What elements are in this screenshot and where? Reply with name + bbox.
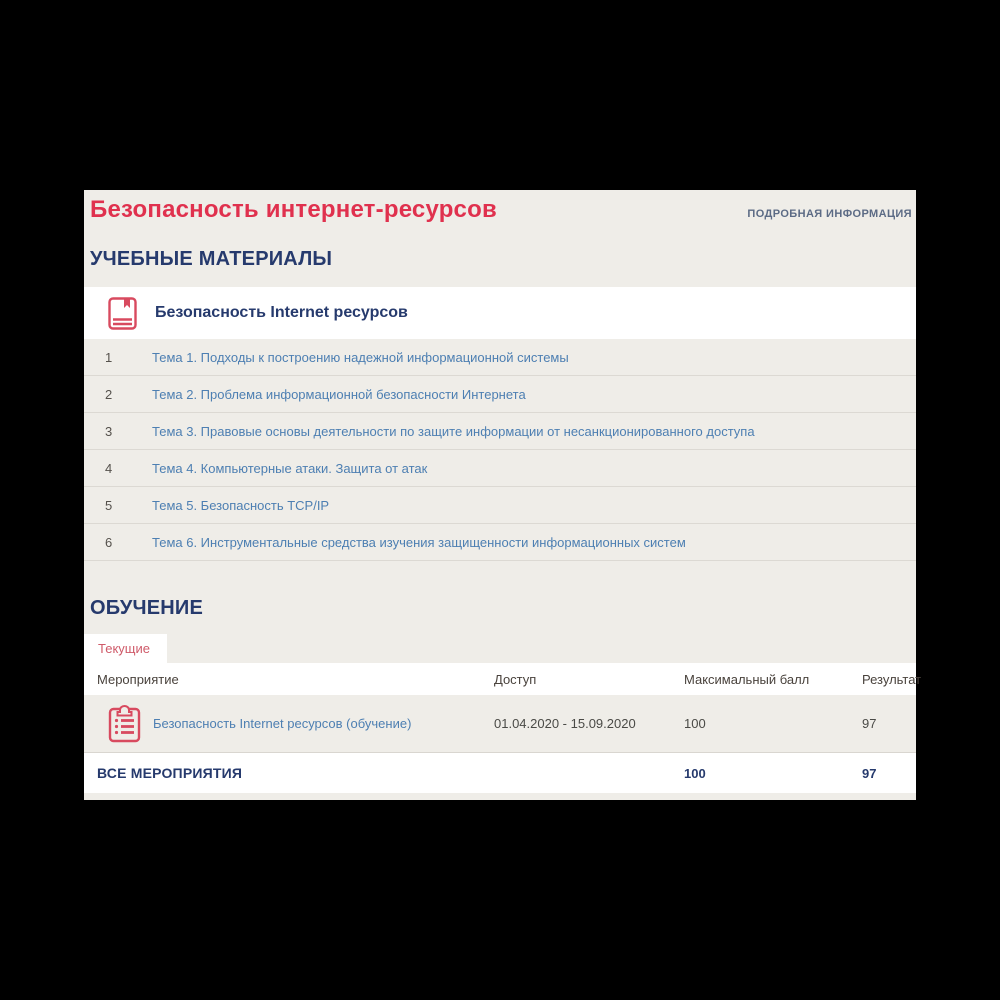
column-result: Результат	[862, 671, 922, 687]
training-event-link[interactable]: Безопасность Internet ресурсов (обучение)	[153, 716, 412, 731]
theme-number: 4	[105, 460, 113, 476]
theme-link-1[interactable]: Тема 1. Подходы к построению надежной информационной системы	[152, 349, 569, 365]
course-header-row[interactable]	[84, 287, 916, 339]
theme-number: 3	[105, 423, 113, 439]
detailed-info-link[interactable]: ПОДРОБНАЯ ИНФОРМАЦИЯ	[747, 208, 912, 220]
book-icon	[108, 297, 137, 330]
training-result: 97	[862, 716, 877, 731]
theme-number: 6	[105, 534, 113, 550]
training-max-score: 100	[684, 716, 706, 731]
theme-row	[84, 413, 916, 450]
theme-number: 2	[105, 386, 113, 402]
theme-link-6[interactable]: Тема 6. Инструментальные средства изучения защищенности информационных систем	[152, 534, 686, 550]
tab-current[interactable]: Текущие	[84, 634, 167, 663]
theme-link-2[interactable]: Тема 2. Проблема информационной безопасности Интернета	[152, 386, 526, 402]
column-max-score: Максимальный балл	[684, 671, 810, 687]
column-event: Мероприятие	[97, 671, 179, 687]
theme-link-3[interactable]: Тема 3. Правовые основы деятельности по защите информации от несанкционированного доступа	[152, 423, 755, 439]
theme-number: 5	[105, 497, 113, 513]
training-table-row	[84, 695, 916, 753]
theme-row	[84, 487, 916, 524]
theme-number: 1	[105, 349, 113, 365]
theme-row	[84, 524, 916, 561]
materials-section-heading: УЧЕБНЫЕ МАТЕРИАЛЫ	[90, 248, 333, 270]
training-table-header	[84, 663, 922, 695]
course-page-panel	[84, 190, 922, 800]
footer-result: 97	[862, 765, 877, 781]
theme-row	[84, 339, 916, 376]
course-title-link[interactable]: Безопасность Internet ресурсов	[155, 304, 408, 321]
training-access-dates: 01.04.2020 - 15.09.2020	[494, 716, 636, 731]
theme-link-5[interactable]: Тема 5. Безопасность TCP/IP	[152, 497, 330, 513]
training-section-heading: ОБУЧЕНИЕ	[90, 597, 204, 619]
clipboard-icon	[108, 704, 141, 743]
all-events-link[interactable]: ВСЕ МЕРОПРИЯТИЯ	[97, 765, 243, 781]
training-table-footer	[84, 753, 916, 793]
theme-row	[84, 450, 916, 487]
page-header	[84, 190, 916, 224]
footer-max-score: 100	[684, 765, 706, 781]
materials-card	[84, 287, 916, 561]
theme-link-4[interactable]: Тема 4. Компьютерные атаки. Защита от атак	[152, 460, 428, 476]
column-access: Доступ	[494, 671, 537, 687]
theme-row	[84, 376, 916, 413]
page-title: Безопасность интернет-ресурсов	[90, 196, 497, 223]
